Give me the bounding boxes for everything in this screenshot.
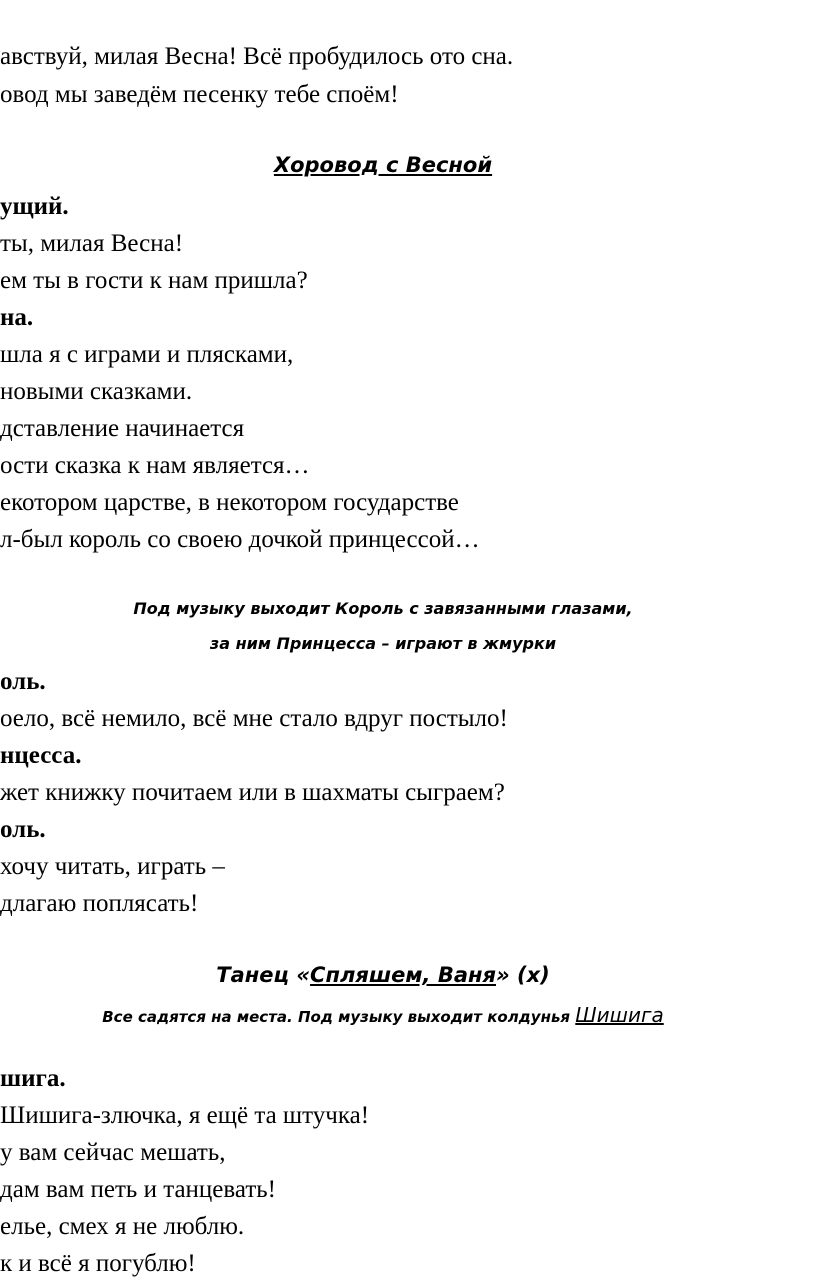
verse-line: екотором царстве, в некотором государстве bbox=[0, 489, 459, 516]
heading-khorovod: Хоровод с Весной bbox=[273, 153, 493, 177]
stage-direction-line-1: Под музыку выходит Король с завязанными глазами, bbox=[133, 599, 633, 618]
verse-line: дставление начинается bbox=[0, 415, 245, 442]
speaker-princess: нцесса. bbox=[0, 742, 82, 769]
intro-line-1: авствуй, милая Весна! Всё пробудилось ото сна. bbox=[0, 43, 514, 70]
verse-line: длагаю поплясать! bbox=[0, 890, 199, 917]
verse-line: жет книжку почитаем или в шахматы сыграем? bbox=[0, 779, 505, 806]
dance-heading-title: Спляшем, Ваня bbox=[310, 963, 497, 987]
dance-heading-prefix: Танец « bbox=[216, 963, 311, 987]
verse-line: оело, всё немило, всё мне стало вдруг постыло! bbox=[0, 705, 508, 732]
shishiga-name: Шишига bbox=[575, 1003, 664, 1027]
speaker-king: оль. bbox=[0, 668, 46, 695]
verse-line: елье, смех я не люблю. bbox=[0, 1213, 245, 1240]
speaker-vesna: на. bbox=[0, 304, 34, 331]
verse-line: новыми сказками. bbox=[0, 378, 193, 405]
stage-direction-2-text: Все садятся на места. Под музыку выходит колдунья bbox=[102, 1008, 576, 1026]
verse-line: к и всё я погублю! bbox=[0, 1250, 196, 1277]
verse-line: л-был король со своею дочкой принцессой… bbox=[0, 526, 480, 553]
verse-line: ости сказка к нам является… bbox=[0, 452, 310, 479]
verse-line: Шишига-злючка, я ещё та штучка! bbox=[0, 1102, 370, 1129]
intro-line-2: овод мы заведём песенку тебе споём! bbox=[0, 81, 399, 108]
verse-line: хочу читать, играть – bbox=[0, 853, 225, 880]
stage-direction-line-2: за ним Принцесса – играют в жмурки bbox=[209, 634, 557, 653]
stage-direction-2 bbox=[0, 1003, 766, 1029]
verse-line: дам вам петь и танцевать! bbox=[0, 1176, 276, 1203]
speaker-king: оль. bbox=[0, 816, 46, 843]
speaker-shishiga: шига. bbox=[0, 1065, 66, 1092]
verse-line: ты, милая Весна! bbox=[0, 230, 184, 257]
verse-line: ем ты в гости к нам пришла? bbox=[0, 267, 308, 294]
dance-heading-suffix: » (х) bbox=[496, 963, 550, 987]
dance-heading bbox=[0, 961, 766, 989]
speaker-host: ущий. bbox=[0, 193, 69, 220]
verse-line: шла я с играми и плясками, bbox=[0, 341, 294, 368]
verse-line: у вам сейчас мешать, bbox=[0, 1139, 226, 1166]
